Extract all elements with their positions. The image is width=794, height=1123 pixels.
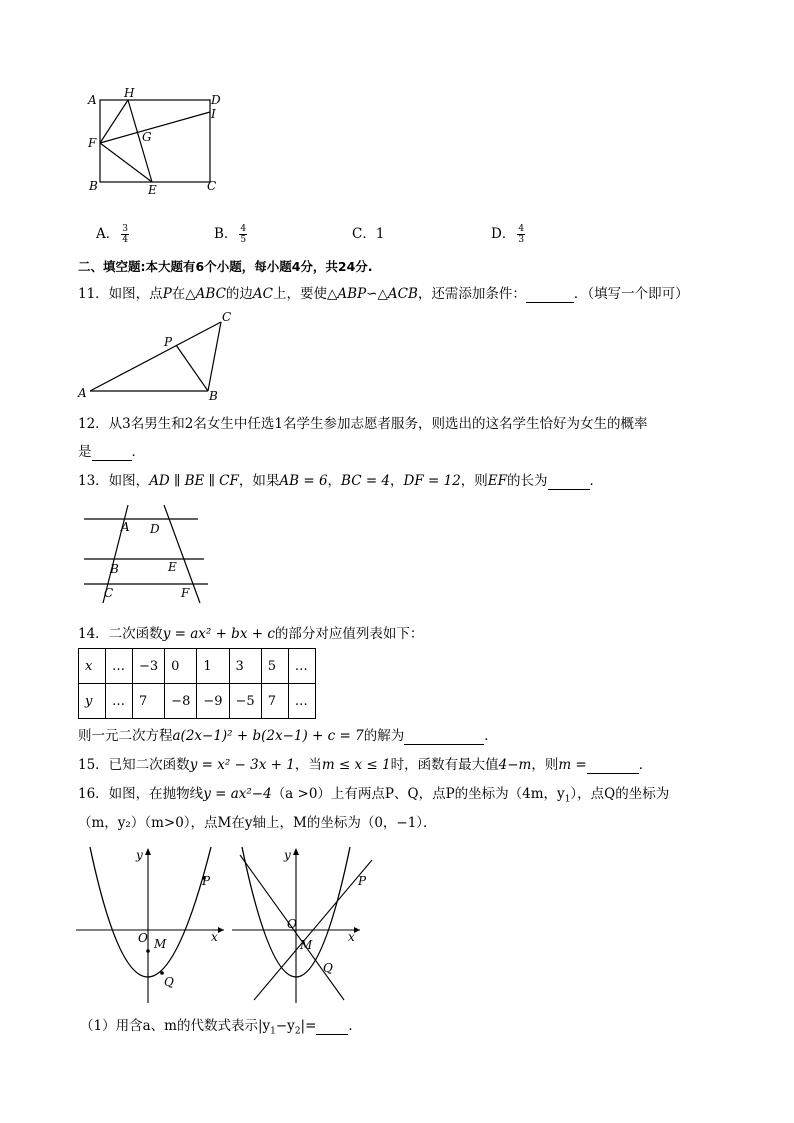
- table-cell: 5: [261, 649, 288, 684]
- q13-answer-blank[interactable]: [548, 473, 590, 490]
- question-16-line-1: 16．如图，在抛物线y = ax²−4（a >0）上有两点P、Q，点P的坐标为（4m，$y_1$），点Q的坐标为: [78, 786, 670, 805]
- q16-right-label-y: y: [284, 848, 291, 862]
- q15-answer-blank[interactable]: [587, 757, 639, 774]
- table-cell: 7: [261, 684, 288, 719]
- q11-label-b: B: [209, 389, 218, 403]
- q10-label-g: G: [142, 130, 152, 144]
- table-cell: …: [106, 649, 133, 684]
- table-cell: −3: [133, 649, 165, 684]
- q12-answer-blank[interactable]: [92, 444, 132, 461]
- q13-label-e: E: [168, 560, 177, 574]
- question-11: 11．如图，点P在△ABC的边AC上，要使△ABP∽△ACB，还需添加条件： ．（填写一个即可）: [78, 286, 689, 302]
- q16-left-label-y: y: [136, 848, 143, 862]
- q16-left-label-x: x: [211, 930, 218, 944]
- q16-right-label-x: x: [348, 930, 355, 944]
- table-cell: 1: [197, 649, 229, 684]
- q14-value-table: [78, 648, 316, 719]
- q16-right-label-o: O: [287, 917, 297, 931]
- q13-label-d: D: [150, 522, 160, 536]
- q11-label-c: C: [222, 310, 232, 324]
- section-2-heading: 二、填空题:本大题有6个小题，每小题4分，共24分.: [78, 259, 373, 274]
- table-cell: …: [106, 684, 133, 719]
- table-cell: …: [288, 649, 315, 684]
- table-row: [79, 649, 316, 684]
- question-12-line-2: 是 ．: [78, 444, 145, 460]
- q10-choice-d: D． $\frac{4}{3}$: [491, 224, 525, 245]
- question-16-line-2: （m，y₂）（m>0），点M在y轴上，M的坐标为（0，−1）．: [78, 815, 437, 831]
- q10-label-h: H: [124, 86, 135, 100]
- table-cell: …: [288, 684, 315, 719]
- q10-label-i: I: [211, 107, 216, 121]
- q10-choice-a: A． $\frac{3}{4}$: [96, 224, 128, 245]
- table-cell: −5: [229, 684, 261, 719]
- question-13: 13．如图，AD ∥ BE ∥ CF，如果AB = 6，BC = 4，DF = 12，则EF的长为 ．: [78, 473, 604, 489]
- q16-right-label-p: P: [358, 874, 367, 888]
- q16-right-label-m: M: [300, 938, 313, 952]
- q13-label-c: C: [104, 586, 114, 600]
- q10-label-e: E: [148, 183, 157, 197]
- question-14-equation: 则一元二次方程a(2x−1)² + b(2x−1) + c = 7的解为 ．: [78, 728, 498, 744]
- table-cell: 7: [133, 684, 165, 719]
- q13-label-f: F: [181, 586, 190, 600]
- q10-label-b: B: [89, 179, 98, 193]
- q16-left-label-m: M: [154, 937, 167, 951]
- table-cell: 3: [229, 649, 261, 684]
- q16-right-label-q: Q: [323, 961, 333, 975]
- q11-label-a: A: [78, 386, 87, 400]
- q10-label-f: F: [88, 136, 97, 150]
- q16-part1-answer-blank[interactable]: [316, 1018, 348, 1035]
- q16-left-label-p: P: [202, 874, 211, 888]
- q13-figure: [80, 505, 210, 605]
- q16-graph-left: [74, 845, 234, 1005]
- question-12-line-1: 12．从3名男生和2名女生中任选1名学生参加志愿者服务，则选出的这名学生恰好为女生的概率: [78, 416, 648, 432]
- table-cell: y: [79, 684, 106, 719]
- table-row: [79, 684, 316, 719]
- q10-label-d: D: [211, 93, 221, 107]
- q11-label-p: P: [164, 335, 173, 349]
- q16-left-label-o: O: [138, 931, 148, 945]
- q13-label-b: B: [110, 562, 119, 576]
- table-cell: −8: [165, 684, 197, 719]
- q11-answer-blank[interactable]: [526, 286, 574, 303]
- question-14: 14．二次函数y = ax² + bx + c的部分对应值列表如下：: [78, 626, 424, 642]
- q13-label-a: A: [121, 520, 130, 534]
- q10-label-a: A: [88, 93, 97, 107]
- q10-figure: [80, 85, 230, 200]
- table-cell: x: [79, 649, 106, 684]
- question-16-part-1: （1）用含a、m的代数式表示$|y_1-y_2|=$ ．: [80, 1018, 362, 1037]
- q14-answer-blank[interactable]: [404, 728, 484, 745]
- q16-graph-right: [230, 845, 380, 1005]
- q11-figure: [76, 308, 246, 403]
- table-cell: 0: [165, 649, 197, 684]
- q10-choice-c: C．1: [352, 226, 385, 242]
- q16-left-label-q: Q: [164, 975, 174, 989]
- q10-label-c: C: [207, 179, 217, 193]
- question-15: 15．已知二次函数y = x² − 3x + 1，当m ≤ x ≤ 1时，函数有最大值4−m，则m = ．: [78, 757, 653, 773]
- table-cell: −9: [197, 684, 229, 719]
- q10-choice-b: B． $\frac{4}{5}$: [214, 224, 247, 245]
